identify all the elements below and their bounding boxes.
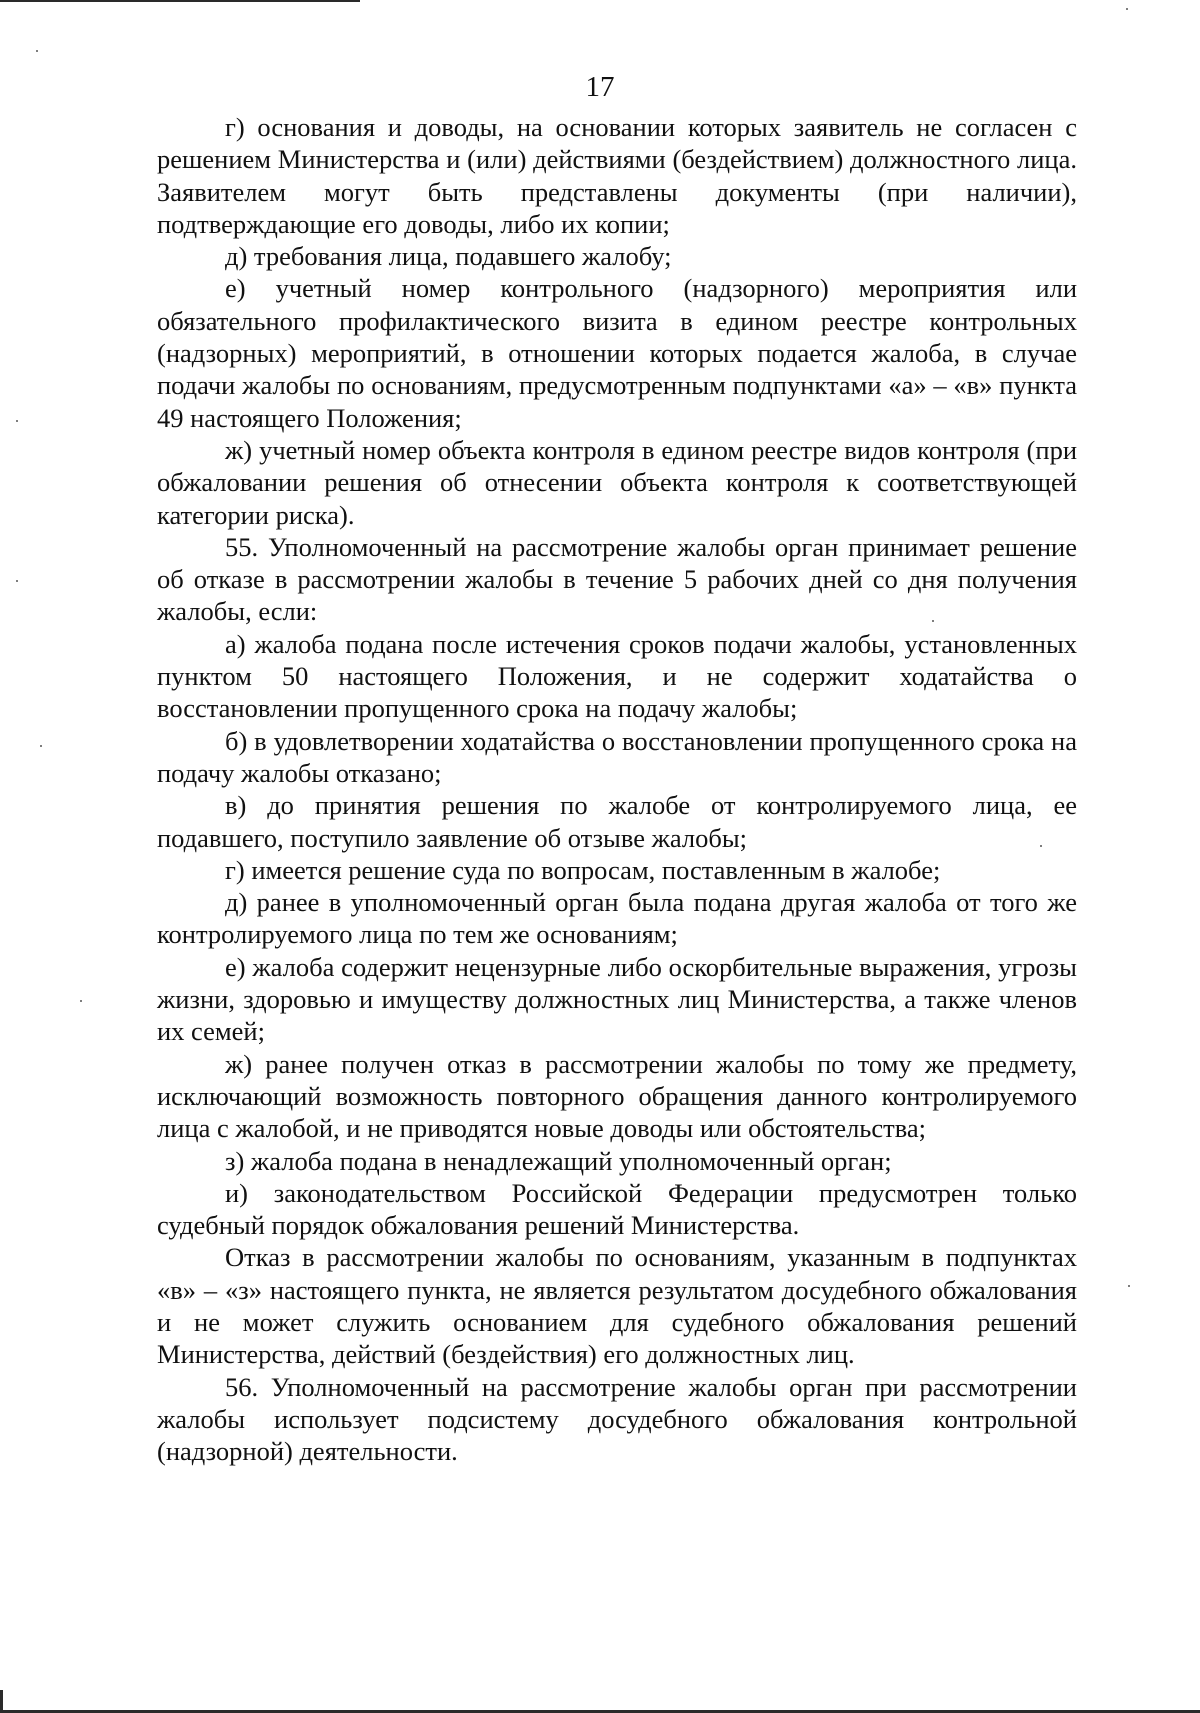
paragraph-55-z: з) жалоба подана в ненадлежащий уполномоченный орган; (225, 1145, 892, 1176)
paragraph-55-a: а) жалоба подана после истечения сроков подачи жалобы, установленных пунктом 50 настоящего Положения, и не содержит ходатайства о восстановлении пропущенного срока на подачу жалобы; (157, 628, 1077, 724)
paragraph-zh: ж) учетный номер объекта контроля в едином реестре видов контроля (при обжаловании решения об отнесении объекта контроля к соответствующей категории риска). (157, 434, 1077, 530)
paragraph-55-d: д) ранее в уполномоченный орган была подана другая жалоба от того же контролируемого лица по тем же основаниям; (157, 887, 1077, 950)
scan-speck (1126, 8, 1128, 10)
document-body (157, 111, 1077, 1467)
paragraph-55-e: е) жалоба содержит нецензурные либо оскорбительные выражения, угрозы жизни, здоровью и имуществу должностных лиц Министерства, а также членов их семей; (157, 951, 1077, 1047)
paragraph-55-v: в) до принятия решения по жалобе от контролируемого лица, ее подавшего, поступило заявление об отзыве жалобы; (157, 790, 1077, 853)
scan-speck (80, 1000, 82, 1002)
paragraph-55: 55. Уполномоченный на рассмотрение жалобы орган принимает решение об отказе в рассмотрении жалобы в течение 5 рабочих дней со дня получения жалобы, если: (157, 531, 1077, 627)
paragraph-55-b: б) в удовлетворении ходатайства о восстановлении пропущенного срока на подачу жалобы отказано; (157, 725, 1077, 788)
paragraph-56: 56. Уполномоченный на рассмотрение жалобы орган при рассмотрении жалобы использует подсистему досудебного обжалования контрольной (надзорной) деятельности. (157, 1371, 1077, 1467)
page-number: 17 (585, 71, 615, 103)
paragraph-e: е) учетный номер контрольного (надзорного) мероприятия или обязательного профилактического визита в едином реестре контрольных (надзорных) мероприятий, в отношении которых подается жалоба, в случае подачи жалобы по основаниям, предусмотренным подпунктами «а» – «в» пункта 49 настоящего Положения; (157, 273, 1077, 433)
scan-speck (1128, 1285, 1130, 1287)
paragraph-55-i: и) законодательством Российской Федерации предусмотрен только судебный порядок обжалования решений Министерства. (157, 1177, 1077, 1241)
scan-speck (36, 50, 38, 52)
scan-edge-top (0, 0, 360, 2)
scan-speck (40, 745, 42, 747)
paragraph-55-zh: ж) ранее получен отказ в рассмотрении жалобы по тому же предмету, исключающий возможность повторного обращения данного контролируемого лица с жалобой, и не приводятся новые доводы или обстоятельства; (157, 1048, 1077, 1144)
scan-speck (16, 580, 18, 582)
paragraph-55-g: г) имеется решение суда по вопросам, поставленным в жалобе; (225, 854, 941, 885)
scan-speck (16, 420, 18, 422)
scan-edge-left (0, 1690, 3, 1713)
paragraph-d: д) требования лица, подавшего жалобу; (225, 241, 672, 272)
paragraph-refusal-note: Отказ в рассмотрении жалобы по основаниям, указанным в подпунктах «в» – «з» настоящего пункта, не является результатом досудебного обжалования и не может служить основанием для судебного обжалования решений Министерства, действий (бездействия) его должностных лиц. (157, 1242, 1077, 1370)
paragraph-g: г) основания и доводы, на основании которых заявитель не согласен с решением Министерства и (или) действиями (бездействием) должностного лица. Заявителем могут быть представлены документы (при наличии), подтверждающие его доводы, либо их копии; (157, 112, 1077, 239)
